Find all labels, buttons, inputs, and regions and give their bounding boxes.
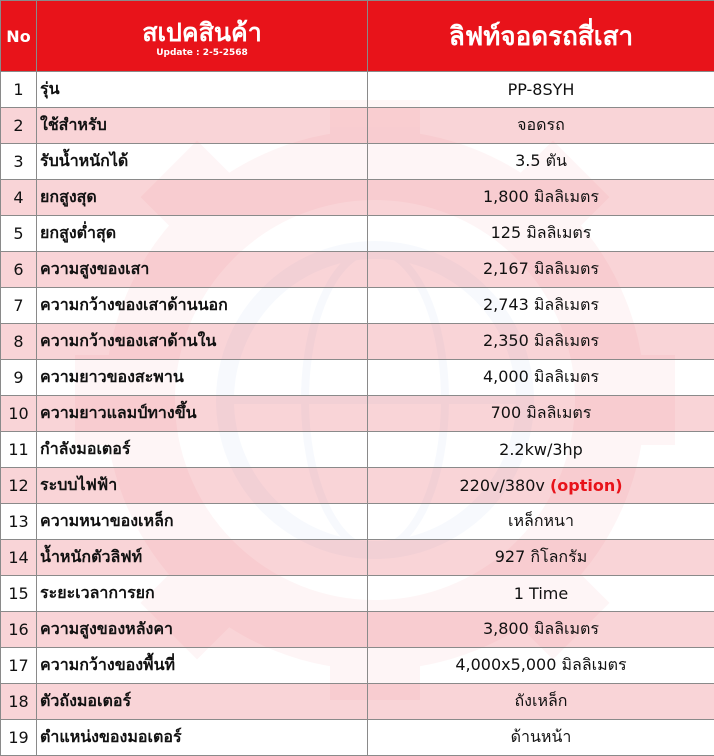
header-update-date: Update : 2-5-2568 xyxy=(156,47,248,58)
row-number: 11 xyxy=(1,432,37,468)
row-value: 2,743 มิลลิเมตร xyxy=(368,288,714,324)
row-value-text: 220v/380v xyxy=(459,476,545,495)
row-value: 1,800 มิลลิเมตร xyxy=(368,180,714,216)
table-row xyxy=(1,540,714,576)
header-row xyxy=(1,1,714,72)
row-number: 8 xyxy=(1,324,37,360)
row-label: ความสูงของเสา xyxy=(37,252,368,288)
row-value: จอดรถ xyxy=(368,108,714,144)
table-row xyxy=(1,720,714,756)
row-value: 2,167 มิลลิเมตร xyxy=(368,252,714,288)
table-row xyxy=(1,684,714,720)
option-note: (option) xyxy=(549,476,623,495)
row-value: 2,350 มิลลิเมตร xyxy=(368,324,714,360)
row-value: 4,000x5,000 มิลลิเมตร xyxy=(368,648,714,684)
table-row xyxy=(1,180,714,216)
row-label: ตัวถังมอเตอร์ xyxy=(37,684,368,720)
row-label: ความยาวแลมป์ทางขึ้น xyxy=(37,396,368,432)
row-label: ยกสูงสุด xyxy=(37,180,368,216)
row-number: 15 xyxy=(1,576,37,612)
row-value: 927 กิโลกรัม xyxy=(368,540,714,576)
row-value: PP-8SYH xyxy=(368,72,714,108)
row-label: ความหนาของเหล็ก xyxy=(37,504,368,540)
row-label: ความยาวของสะพาน xyxy=(37,360,368,396)
header-product: ลิฟท์จอดรถสี่เสา xyxy=(368,1,714,72)
table-row xyxy=(1,108,714,144)
row-value: 3,800 มิลลิเมตร xyxy=(368,612,714,648)
row-number: 16 xyxy=(1,612,37,648)
row-value: 3.5 ตัน xyxy=(368,144,714,180)
row-number: 18 xyxy=(1,684,37,720)
table-row xyxy=(1,468,714,504)
table-row xyxy=(1,648,714,684)
row-number: 5 xyxy=(1,216,37,252)
table-row xyxy=(1,576,714,612)
row-label: ความกว้างของเสาด้านนอก xyxy=(37,288,368,324)
table-row xyxy=(1,612,714,648)
table-row xyxy=(1,216,714,252)
row-number: 19 xyxy=(1,720,37,756)
row-label: ยกสูงต่ำสุด xyxy=(37,216,368,252)
row-label: ระบบไฟฟ้า xyxy=(37,468,368,504)
row-number: 17 xyxy=(1,648,37,684)
row-label: น้ำหนักตัวลิฟท์ xyxy=(37,540,368,576)
row-number: 4 xyxy=(1,180,37,216)
row-label: ความสูงของหลังคา xyxy=(37,612,368,648)
row-label: ความกว้างของพื้นที่ xyxy=(37,648,368,684)
row-label: รับน้ำหนักได้ xyxy=(37,144,368,180)
row-value: ถังเหล็ก xyxy=(368,684,714,720)
table-row xyxy=(1,504,714,540)
row-label: ตำแหน่งของมอเตอร์ xyxy=(37,720,368,756)
row-label: ความกว้างของเสาด้านใน xyxy=(37,324,368,360)
header-spec-title: สเปคสินค้า xyxy=(142,17,262,47)
table-row xyxy=(1,396,714,432)
table-row xyxy=(1,288,714,324)
table-row xyxy=(1,144,714,180)
row-label: ระยะเวลาการยก xyxy=(37,576,368,612)
row-value: เหล็กหนา xyxy=(368,504,714,540)
row-value: 1 Time xyxy=(368,576,714,612)
row-number: 12 xyxy=(1,468,37,504)
row-number: 9 xyxy=(1,360,37,396)
header-no: No xyxy=(1,1,37,72)
row-number: 6 xyxy=(1,252,37,288)
row-number: 10 xyxy=(1,396,37,432)
row-value: ด้านหน้า xyxy=(368,720,714,756)
row-number: 2 xyxy=(1,108,37,144)
table-row xyxy=(1,252,714,288)
row-label: กำลังมอเตอร์ xyxy=(37,432,368,468)
row-value: 4,000 มิลลิเมตร xyxy=(368,360,714,396)
table-row xyxy=(1,72,714,108)
row-number: 3 xyxy=(1,144,37,180)
row-value: 700 มิลลิเมตร xyxy=(368,396,714,432)
row-number: 14 xyxy=(1,540,37,576)
header-spec xyxy=(37,1,368,72)
row-label: รุ่น xyxy=(37,72,368,108)
row-label: ใช้สำหรับ xyxy=(37,108,368,144)
row-number: 7 xyxy=(1,288,37,324)
table-row xyxy=(1,360,714,396)
row-value xyxy=(368,468,714,504)
table-row xyxy=(1,432,714,468)
row-number: 1 xyxy=(1,72,37,108)
table-row xyxy=(1,324,714,360)
row-value: 2.2kw/3hp xyxy=(368,432,714,468)
row-number: 13 xyxy=(1,504,37,540)
row-value: 125 มิลลิเมตร xyxy=(368,216,714,252)
